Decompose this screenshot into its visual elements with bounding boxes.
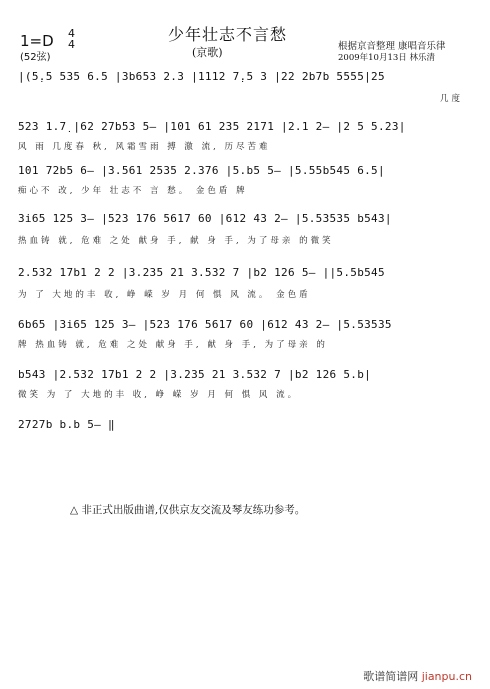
time-signature bbox=[68, 28, 75, 50]
score-row-6-lyrics: 牌 热血铸 就, 危难 之处 献身 手, 献 身 手, 为了母亲 的 bbox=[18, 340, 328, 350]
watermark-site-name: 歌谱简谱网 bbox=[363, 670, 419, 683]
score-row-3-lyrics: 痴心不 改, 少年 壮志不 言 愁。 金色盾 牌 bbox=[18, 186, 248, 196]
score-row-2-notes: 523 1.7̣ |62 27b53 5— |101 61 235 2171 |2.1 2— |2 5 5.23| bbox=[18, 120, 406, 133]
score-row-4-lyrics: 热血铸 就, 危难 之处 献身 手, 献 身 手, 为了母亲 的微笑 bbox=[18, 236, 334, 246]
song-subtitle: (京歌) bbox=[192, 46, 223, 59]
score-row-6-notes: 6b65 |3i65 125 3— |523 176 5617 60 |612 43 2— |5.53535 bbox=[18, 318, 392, 331]
key-signature: 1=D bbox=[20, 32, 54, 50]
score-row-8-notes: 2727b b.b 5— ‖ bbox=[18, 418, 115, 431]
score-row-7-notes: b543 |2.532 17b1 2 2 |3.235 21 3.532 7 |b2 126 5.b| bbox=[18, 368, 372, 381]
score-row-5-notes: 2.532 17b1 2 2 |3.235 21 3.532 7 |b2 126 5— ||5.5b545 bbox=[18, 266, 385, 279]
score-row-4-notes: 3i65 125 3— |523 176 5617 60 |612 43 2— |5.53535 b543| bbox=[18, 212, 392, 225]
tuning-label: (52弦) bbox=[20, 52, 51, 63]
time-denominator: 4 bbox=[68, 38, 75, 51]
score-row-1-notes: |(5̣.5 535 6.5 |3b653 2.3 |1112 7̣.5 3 |22 2b7b 5555|25 bbox=[18, 70, 385, 83]
time-numerator: 4 bbox=[68, 27, 75, 40]
footnote: △ 非正式出版曲谱,仅供京友交流及琴友练功参考。 bbox=[70, 504, 306, 516]
score-row-2-lyrics: 风 雨 几度春 秋, 风霜雪雨 搏 激 流, 历尽苦难 bbox=[18, 142, 271, 152]
score-row-5-lyrics: 为 了 大地的丰 收, 峥 嵘 岁 月 何 惧 风 流。 金色盾 bbox=[18, 290, 311, 300]
score-row-3-notes: 101 72b5 6— |3.561 2535 2.376 |5.b5 5— |5.55b545 6.5| bbox=[18, 164, 385, 177]
song-title: 少年壮志不言愁 bbox=[168, 25, 288, 44]
credit-line-2: 2009年10月13日 林乐清 bbox=[338, 53, 435, 63]
score-row-7-lyrics: 微笑 为 了 大地的丰 收, 峥 嵘 岁 月 何 惧 风 流。 bbox=[18, 390, 300, 400]
site-watermark bbox=[363, 668, 472, 684]
watermark-url: jianpu.cn bbox=[421, 670, 472, 683]
credit-line-1: 根据京音整理 康唱音乐律 bbox=[338, 41, 446, 52]
score-row-1-lyrics: 几度 bbox=[440, 94, 464, 104]
